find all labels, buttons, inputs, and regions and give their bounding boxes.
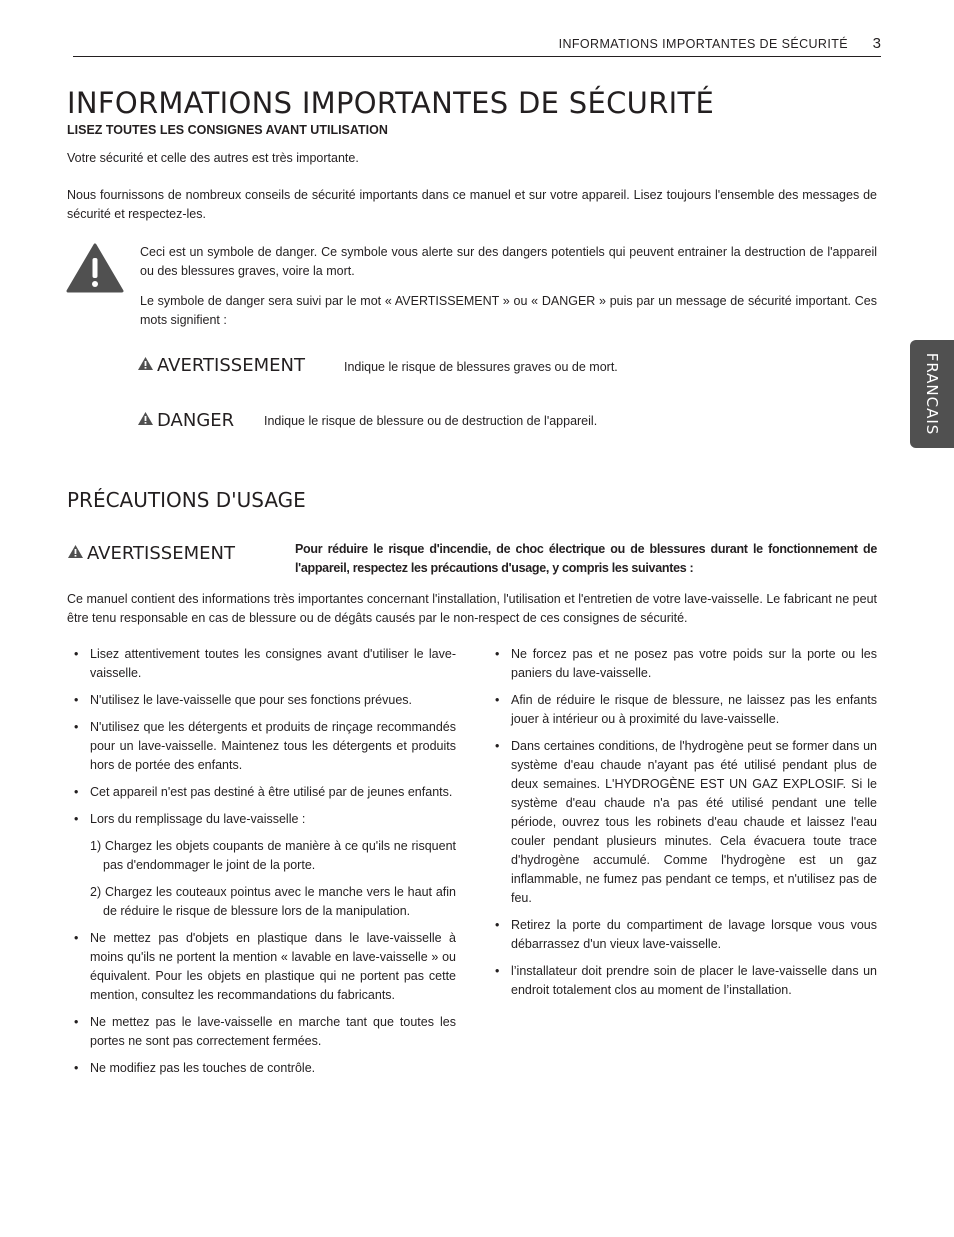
precautions-warning-word: AVERTISSEMENT <box>87 543 235 564</box>
list-item: • Ne forcez pas et ne posez pas votre poids sur la porte ou les paniers du lave-vaisselle. <box>495 647 877 680</box>
list-item: • Ne mettez pas d'objets en plastique dans le lave-vaisselle à moins qu'ils ne portent la mention « lavable en lave-vaisselle » ou équivalent. Pour les objets en plastique qui ne portent pas cette mention, consultez les recommandations du fabricants. <box>74 931 456 1002</box>
danger-word: DANGER <box>157 410 235 431</box>
precautions-warning-text: Pour réduire le risque d'incendie, de choc électrique ou de blessures durant le fonctionnement de l'appareil, respectez les précautions d'usage, y compris les suivantes : <box>295 542 877 575</box>
precautions-warning-label <box>67 543 235 564</box>
signal-word-warning <box>137 355 305 376</box>
list-item: • Afin de réduire le risque de blessure, ne laissez pas les enfants jouer à intérieur ou à proximité du lave-vaisselle. <box>495 693 877 726</box>
list-item: • Retirez la porte du compartiment de lavage lorsque vous vous débarrassez d'un vieux lave-vaisselle. <box>495 918 877 951</box>
small-warning-triangle-icon <box>137 411 154 431</box>
intro-paragraph-2: Nous fournissons de nombreux conseils de sécurité importants dans ce manuel et sur votre appareil. Lisez toujours l'ensemble des messages de sécurité et respectez-les. <box>67 188 877 221</box>
list-item: • N'utilisez que les détergents et produits de rinçage recommandés pour un lave-vaisselle. Maintenez tous les détergents et produits hors de portée des enfants. <box>74 720 456 772</box>
right-bullet-column <box>488 645 877 1008</box>
warning-word: AVERTISSEMENT <box>157 355 305 376</box>
danger-symbol-paragraph-1: Ceci est un symbole de danger. Ce symbole vous alerte sur des dangers potentiels qui peuvent entrainer la destruction de l'appareil ou des blessures graves, voire la mort. <box>140 245 877 278</box>
list-item: • Ne modifiez pas les touches de contrôle. <box>74 1061 316 1075</box>
signal-word-danger <box>137 410 234 431</box>
page-number: 3 <box>872 35 881 52</box>
section-title-precautions: PRÉCAUTIONS D'USAGE <box>67 488 306 512</box>
list-item: • Lors du remplissage du lave-vaisselle : <box>74 812 306 826</box>
language-tab <box>910 340 954 448</box>
warning-description: Indique le risque de blessures graves ou de mort. <box>344 360 618 374</box>
list-item: • Ne mettez pas le lave-vaisselle en marche tant que toutes les portes ne sont pas correctement fermées. <box>74 1015 456 1048</box>
running-header: INFORMATIONS IMPORTANTES DE SÉCURITÉ <box>558 37 848 51</box>
list-item: • Dans certaines conditions, de l'hydrogène peut se former dans un système d'eau chaude n'ayant pas été utilisé pendant plus de deux semaines. L'HYDROGÈNE EST UN GAZ EXPLOSIF. Si le système d'eau chaude n'a pas été utilisé pendant une telle période, ouvrez tous les robinets d'eau chaude et laissez l'eau couler pendant plusieurs minutes. Cela évacuera toute trace d'hydrogène accumulé. Comme l'hydrogène est un gaz inflammable, ne fumez pas pendant ce temps, et n'utilisez pas de feu. <box>495 739 877 905</box>
danger-description: Indique le risque de blessure ou de destruction de l'appareil. <box>264 414 598 428</box>
sub-list-item: 2) Chargez les couteaux pointus avec le manche vers le haut afin de réduire le risque de blessure lors de la manipulation. <box>90 885 456 918</box>
sub-list-item: 1) Chargez les objets coupants de manière à ce qu'ils ne risquent pas d'endommager le joint de la porte. <box>90 839 456 872</box>
small-warning-triangle-icon <box>137 356 154 376</box>
list-item: • Lisez attentivement toutes les consignes avant d'utiliser le lave-vaisselle. <box>74 647 456 680</box>
list-item: • Cet appareil n'est pas destiné à être utilisé par de jeunes enfants. <box>74 785 453 799</box>
small-warning-triangle-icon <box>67 544 84 564</box>
page-subtitle: LISEZ TOUTES LES CONSIGNES AVANT UTILISATION <box>67 123 388 137</box>
language-tab-label: FRANCAIS <box>923 352 941 436</box>
danger-symbol-paragraph-2: Le symbole de danger sera suivi par le mot « AVERTISSEMENT » ou « DANGER » puis par un message de sécurité important. Ces mots signifient : <box>140 294 877 327</box>
header-rule <box>73 56 881 57</box>
left-bullet-column <box>67 645 456 1086</box>
precautions-intro: Ce manuel contient des informations très importantes concernant l'installation, l'utilisation et l'entretien de votre lave-vaisselle. Le fabricant ne peut être tenu responsable en cas de blessure ou de dégâts causés par le non-respect de ces consignes de sécurité. <box>67 592 877 625</box>
page-title: INFORMATIONS IMPORTANTES DE SÉCURITÉ <box>67 86 715 120</box>
warning-triangle-icon <box>66 243 124 293</box>
list-item: • N'utilisez le lave-vaisselle que pour ses fonctions prévues. <box>74 693 412 707</box>
list-item: • l’installateur doit prendre soin de placer le lave-vaisselle dans un endroit totalement clos au moment de l’installation. <box>495 964 877 997</box>
intro-paragraph-1: Votre sécurité et celle des autres est très importante. <box>67 151 359 165</box>
